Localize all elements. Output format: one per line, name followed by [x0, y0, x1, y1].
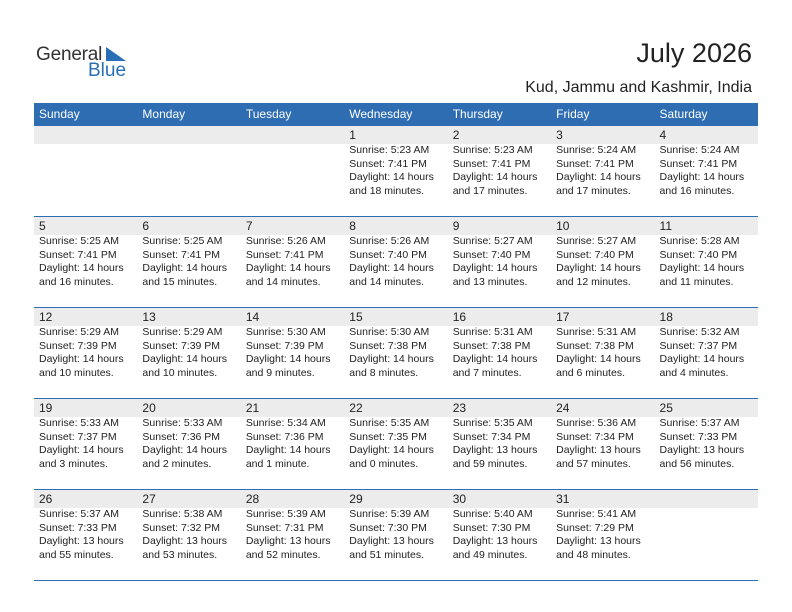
- day-number: 7: [245, 219, 253, 233]
- daylight-hours: Daylight: 14 hours: [452, 171, 538, 183]
- daylight-hours: Daylight: 14 hours: [349, 353, 434, 365]
- daylight-hours: Daylight: 14 hours: [452, 353, 538, 365]
- day-cell: [655, 399, 758, 471]
- sunrise-time: Sunrise: 5:26 AM: [245, 235, 326, 247]
- day-number: 1: [349, 128, 356, 142]
- day-number: [39, 126, 137, 144]
- day-number: 17: [556, 310, 570, 324]
- week-cells: [34, 490, 758, 562]
- sunset-time: Sunset: 7:38 PM: [556, 339, 634, 352]
- daylight-hours: Daylight: 13 hours: [556, 535, 641, 547]
- sunrise-time: Sunrise: 5:24 AM: [556, 144, 637, 156]
- sunrise-time: Sunrise: 5:23 AM: [452, 144, 533, 156]
- day-number: 19: [39, 401, 53, 415]
- sunset-time: Sunset: 7:41 PM: [142, 248, 221, 261]
- daylight-hours: Daylight: 14 hours: [39, 353, 124, 365]
- weekday-friday: Friday: [556, 107, 590, 121]
- day-cell: [448, 399, 551, 471]
- sunrise-time: Sunrise: 5:34 AM: [245, 417, 326, 429]
- sunset-time: Sunset: 7:39 PM: [142, 339, 221, 352]
- day-number: 20: [142, 401, 156, 415]
- sunrise-time: Sunrise: 5:39 AM: [349, 508, 430, 520]
- sunrise-time: Sunrise: 5:36 AM: [556, 417, 637, 429]
- calendar-week: [34, 308, 758, 399]
- sunset-time: Sunset: 7:35 PM: [349, 430, 427, 443]
- sunset-time: Sunset: 7:37 PM: [659, 339, 738, 352]
- sunrise-time: Sunrise: 5:29 AM: [39, 326, 119, 338]
- daylight-hours: Daylight: 14 hours: [659, 353, 745, 365]
- daylight-hours: Daylight: 14 hours: [556, 353, 641, 365]
- day-number: 5: [39, 219, 46, 233]
- weekday-tuesday: Tuesday: [245, 107, 292, 121]
- daylight-hours: Daylight: 14 hours: [142, 262, 228, 274]
- daylight-hours: Daylight: 14 hours: [556, 171, 641, 183]
- week-cells: [34, 399, 758, 471]
- sunrise-time: Sunrise: 5:26 AM: [349, 235, 430, 247]
- day-cell: [448, 217, 551, 289]
- daylight-minutes: and 52 minutes.: [245, 548, 321, 561]
- day-number: 30: [452, 492, 467, 506]
- day-cell: [344, 490, 447, 562]
- sunrise-time: Sunrise: 5:37 AM: [39, 508, 119, 520]
- sunset-time: Sunset: 7:34 PM: [556, 430, 634, 443]
- sunrise-time: Sunrise: 5:37 AM: [659, 417, 740, 429]
- daylight-minutes: and 12 minutes.: [556, 275, 631, 288]
- day-number: 10: [556, 219, 570, 233]
- sunset-time: Sunset: 7:40 PM: [349, 248, 427, 261]
- day-cell: [34, 308, 137, 380]
- sunrise-time: Sunrise: 5:23 AM: [349, 144, 430, 156]
- daylight-minutes: and 1 minute.: [245, 457, 310, 470]
- sunset-time: Sunset: 7:37 PM: [39, 430, 117, 443]
- daylight-hours: Daylight: 13 hours: [659, 444, 745, 456]
- weekday-header: [34, 103, 758, 126]
- day-number: 23: [452, 401, 467, 415]
- daylight-hours: Daylight: 14 hours: [349, 262, 434, 274]
- sunset-time: Sunset: 7:34 PM: [452, 430, 531, 443]
- day-cell: [241, 399, 344, 471]
- daylight-minutes: and 14 minutes.: [245, 275, 321, 288]
- daylight-hours: Daylight: 14 hours: [142, 444, 228, 456]
- sunrise-time: Sunrise: 5:33 AM: [39, 417, 119, 429]
- week-cells: [34, 217, 758, 289]
- sunrise-time: Sunrise: 5:25 AM: [142, 235, 223, 247]
- sunset-time: Sunset: 7:33 PM: [659, 430, 738, 443]
- day-cell: [344, 399, 447, 471]
- day-cell: [551, 490, 654, 562]
- daylight-hours: Daylight: 14 hours: [659, 171, 745, 183]
- day-number: 8: [349, 219, 356, 233]
- sunset-time: Sunset: 7:31 PM: [245, 521, 324, 534]
- day-number: 3: [556, 128, 563, 142]
- page-title: July 2026: [636, 38, 752, 68]
- day-cell: [34, 126, 137, 198]
- daylight-minutes: and 3 minutes.: [39, 457, 108, 470]
- day-cell: [241, 490, 344, 562]
- weekday-sunday: Sunday: [39, 107, 80, 121]
- day-cell: [655, 490, 758, 562]
- sunrise-time: Sunrise: 5:25 AM: [39, 235, 119, 247]
- daylight-minutes: and 6 minutes.: [556, 366, 625, 379]
- sunrise-time: Sunrise: 5:35 AM: [452, 417, 533, 429]
- daylight-hours: Daylight: 14 hours: [142, 353, 228, 365]
- day-cell: [551, 126, 654, 198]
- day-cell: [137, 126, 240, 198]
- sunset-time: Sunset: 7:41 PM: [349, 157, 427, 170]
- day-cell: [448, 490, 551, 562]
- daylight-minutes: and 10 minutes.: [39, 366, 114, 379]
- calendar-weeks: [34, 126, 758, 581]
- daylight-minutes: and 59 minutes.: [452, 457, 528, 470]
- day-cell: [34, 399, 137, 471]
- day-number: 13: [142, 310, 156, 324]
- day-number: 15: [349, 310, 363, 324]
- sunset-time: Sunset: 7:41 PM: [452, 157, 531, 170]
- calendar-week: [34, 399, 758, 490]
- daylight-minutes: and 15 minutes.: [142, 275, 218, 288]
- sunrise-time: Sunrise: 5:38 AM: [142, 508, 223, 520]
- weekday-monday: Monday: [142, 107, 186, 121]
- sunset-time: Sunset: 7:30 PM: [452, 521, 531, 534]
- sunset-time: Sunset: 7:36 PM: [142, 430, 221, 443]
- daylight-minutes: and 53 minutes.: [142, 548, 218, 561]
- sunrise-time: Sunrise: 5:35 AM: [349, 417, 430, 429]
- day-cell: [241, 217, 344, 289]
- day-number: 29: [349, 492, 363, 506]
- calendar-week: [34, 217, 758, 308]
- day-number: 14: [245, 310, 260, 324]
- daylight-minutes: and 13 minutes.: [452, 275, 528, 288]
- sunset-time: Sunset: 7:32 PM: [142, 521, 221, 534]
- day-number: [660, 490, 758, 508]
- weekday-thursday: Thursday: [452, 107, 503, 121]
- daylight-minutes: and 7 minutes.: [452, 366, 522, 379]
- sunset-time: Sunset: 7:36 PM: [245, 430, 324, 443]
- daylight-hours: Daylight: 14 hours: [556, 262, 641, 274]
- day-cell: [137, 308, 240, 380]
- daylight-hours: Daylight: 14 hours: [245, 353, 331, 365]
- location-subtitle: Kud, Jammu and Kashmir, India: [525, 79, 752, 96]
- sunset-time: Sunset: 7:29 PM: [556, 521, 634, 534]
- daylight-minutes: and 56 minutes.: [659, 457, 735, 470]
- daylight-minutes: and 49 minutes.: [452, 548, 528, 561]
- sunrise-time: Sunrise: 5:41 AM: [556, 508, 637, 520]
- daylight-hours: Daylight: 14 hours: [39, 262, 124, 274]
- day-cell: [34, 217, 137, 289]
- sunrise-time: Sunrise: 5:39 AM: [245, 508, 326, 520]
- brand-logo: [36, 44, 136, 80]
- logo-text-blue: Blue: [88, 60, 127, 81]
- calendar-week: [34, 490, 758, 581]
- day-number: 22: [349, 401, 363, 415]
- day-cell: [448, 126, 551, 198]
- daylight-hours: Daylight: 13 hours: [142, 535, 228, 547]
- day-number: 27: [142, 492, 156, 506]
- sunset-time: Sunset: 7:40 PM: [452, 248, 531, 261]
- daylight-minutes: and 17 minutes.: [556, 184, 631, 197]
- day-number: 16: [452, 310, 467, 324]
- day-cell: [655, 126, 758, 198]
- daylight-hours: Daylight: 14 hours: [349, 171, 434, 183]
- daylight-hours: Daylight: 13 hours: [349, 535, 434, 547]
- sunrise-time: Sunrise: 5:27 AM: [452, 235, 533, 247]
- daylight-minutes: and 10 minutes.: [142, 366, 218, 379]
- daylight-minutes: and 0 minutes.: [349, 457, 419, 470]
- sunset-time: Sunset: 7:30 PM: [349, 521, 427, 534]
- daylight-minutes: and 48 minutes.: [556, 548, 631, 561]
- daylight-minutes: and 17 minutes.: [452, 184, 528, 197]
- daylight-hours: Daylight: 14 hours: [349, 444, 434, 456]
- sunrise-time: Sunrise: 5:28 AM: [659, 235, 740, 247]
- daylight-minutes: and 55 minutes.: [39, 548, 114, 561]
- sunset-time: Sunset: 7:38 PM: [452, 339, 531, 352]
- daylight-hours: Daylight: 14 hours: [245, 444, 331, 456]
- day-cell: [551, 308, 654, 380]
- daylight-minutes: and 2 minutes.: [142, 457, 212, 470]
- calendar-grid: [34, 103, 758, 581]
- day-cell: [655, 217, 758, 289]
- sunset-time: Sunset: 7:39 PM: [245, 339, 324, 352]
- sunrise-time: Sunrise: 5:31 AM: [556, 326, 637, 338]
- day-number: 9: [452, 219, 460, 233]
- sunset-time: Sunset: 7:41 PM: [39, 248, 117, 261]
- sunrise-time: Sunrise: 5:31 AM: [452, 326, 533, 338]
- sunset-time: Sunset: 7:41 PM: [245, 248, 324, 261]
- day-number: 21: [245, 401, 260, 415]
- daylight-hours: Daylight: 14 hours: [245, 262, 331, 274]
- day-number: [246, 126, 344, 144]
- daylight-minutes: and 8 minutes.: [349, 366, 419, 379]
- daylight-minutes: and 51 minutes.: [349, 548, 424, 561]
- day-cell: [344, 308, 447, 380]
- sunrise-time: Sunrise: 5:30 AM: [349, 326, 430, 338]
- sunrise-time: Sunrise: 5:27 AM: [556, 235, 637, 247]
- daylight-hours: Daylight: 13 hours: [452, 444, 538, 456]
- sunrise-time: Sunrise: 5:29 AM: [142, 326, 223, 338]
- sunrise-time: Sunrise: 5:32 AM: [659, 326, 740, 338]
- sunrise-time: Sunrise: 5:40 AM: [452, 508, 533, 520]
- day-number: 25: [659, 401, 673, 415]
- day-cell: [655, 308, 758, 380]
- sunset-time: Sunset: 7:40 PM: [556, 248, 634, 261]
- calendar-week: [34, 126, 758, 217]
- week-cells: [34, 126, 758, 198]
- day-cell: [137, 490, 240, 562]
- sunset-time: Sunset: 7:33 PM: [39, 521, 117, 534]
- daylight-hours: Daylight: 13 hours: [452, 535, 538, 547]
- logo-text-general: General: [36, 44, 103, 65]
- day-cell: [551, 217, 654, 289]
- day-cell: [137, 399, 240, 471]
- day-cell: [344, 126, 447, 198]
- day-number: 31: [556, 492, 570, 506]
- day-cell: [34, 490, 137, 562]
- weekday-wednesday: Wednesday: [349, 107, 413, 121]
- daylight-minutes: and 11 minutes.: [659, 275, 734, 288]
- day-number: 12: [39, 310, 53, 324]
- daylight-minutes: and 18 minutes.: [349, 184, 424, 197]
- day-number: [142, 126, 240, 144]
- day-number: 2: [452, 128, 460, 142]
- day-cell: [344, 217, 447, 289]
- day-number: 4: [659, 128, 667, 142]
- day-cell: [241, 308, 344, 380]
- weekday-saturday: Saturday: [659, 107, 708, 121]
- day-number: 6: [142, 219, 150, 233]
- sunset-time: Sunset: 7:39 PM: [39, 339, 117, 352]
- daylight-minutes: and 4 minutes.: [659, 366, 729, 379]
- daylight-minutes: and 16 minutes.: [659, 184, 735, 197]
- daylight-minutes: and 16 minutes.: [39, 275, 114, 288]
- sunrise-time: Sunrise: 5:30 AM: [245, 326, 326, 338]
- sunset-time: Sunset: 7:41 PM: [556, 157, 634, 170]
- daylight-hours: Daylight: 13 hours: [245, 535, 331, 547]
- daylight-hours: Daylight: 14 hours: [452, 262, 538, 274]
- daylight-hours: Daylight: 14 hours: [39, 444, 124, 456]
- day-number: 26: [39, 492, 53, 506]
- day-number: 18: [659, 310, 673, 324]
- daylight-minutes: and 9 minutes.: [245, 366, 315, 379]
- day-cell: [448, 308, 551, 380]
- day-cell: [137, 217, 240, 289]
- sunrise-time: Sunrise: 5:24 AM: [659, 144, 740, 156]
- day-number: 24: [556, 401, 570, 415]
- daylight-hours: Daylight: 13 hours: [556, 444, 641, 456]
- daylight-hours: Daylight: 14 hours: [659, 262, 745, 274]
- sunset-time: Sunset: 7:38 PM: [349, 339, 427, 352]
- day-number: 28: [245, 492, 260, 506]
- daylight-minutes: and 14 minutes.: [349, 275, 424, 288]
- logo-flag-icon: [106, 47, 126, 61]
- day-cell: [551, 399, 654, 471]
- day-number: 11: [659, 219, 672, 233]
- sunrise-time: Sunrise: 5:33 AM: [142, 417, 223, 429]
- daylight-hours: Daylight: 13 hours: [39, 535, 124, 547]
- daylight-minutes: and 57 minutes.: [556, 457, 631, 470]
- sunset-time: Sunset: 7:41 PM: [659, 157, 738, 170]
- day-cell: [241, 126, 344, 198]
- sunset-time: Sunset: 7:40 PM: [659, 248, 738, 261]
- week-cells: [34, 308, 758, 380]
